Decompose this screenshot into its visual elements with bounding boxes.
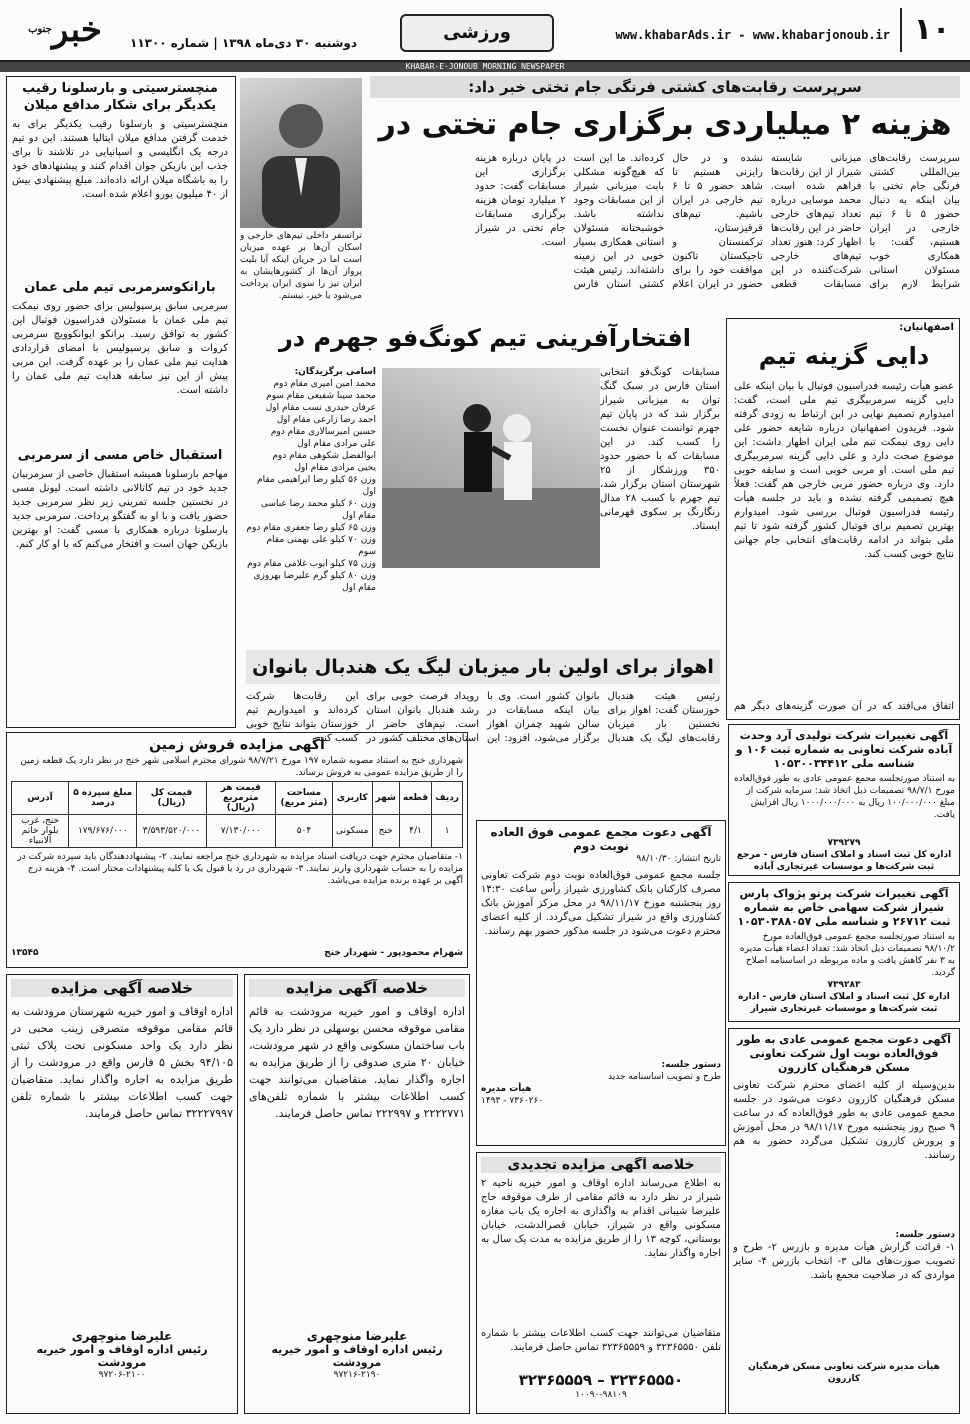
notice4-signature: هیأت مدیره bbox=[481, 1084, 532, 1094]
auction4-signature1: علیرضا منوچهری bbox=[71, 1329, 173, 1343]
auction1-title: آگهی مزایده فروش زمین bbox=[149, 737, 325, 753]
notice4-ad bbox=[476, 820, 726, 1146]
daei-kicker: اصفهانیان: bbox=[899, 322, 954, 333]
auction3-signature1: علیرضا منوچهری bbox=[306, 1329, 408, 1343]
lead-title: هزینه ۲ میلیاردی برگزاری جام تختی در bbox=[378, 107, 952, 142]
auction4-code: ۹۷۲۰۶-۲۱۰۰ bbox=[98, 1370, 146, 1380]
table-header-cell: مبلغ سپرده ۵ درصد bbox=[69, 782, 137, 815]
auction4-title: خلاصه آگهی مزایده bbox=[11, 979, 233, 997]
result-item: علی مرادی مقام اول bbox=[297, 439, 376, 449]
kungfu-results-list bbox=[246, 378, 376, 594]
website-url[interactable]: www.khabarAds.ir - www.khabarjonoub.ir bbox=[615, 28, 890, 42]
result-item: وزن ۶۵ کیلو رضا جعفری مقام دوم bbox=[246, 523, 376, 533]
daei-body: عضو هیأت رئیسه فدراسیون فوتبال با بیان اینکه علی دایی گزینه سرمربیگری تیم ملی است، گفت: امیدوارم تصمیم نهایی در این ارتباط به زودی گرفته شود. فریدون اصفهانیان درباره شایعه حضور علی دایی روی نیمکت تیم ملی ایران اظهار داشت: این موضوع صحت دارد و علی دایی گزینه سرمربیگری تیم ملی است. او مربی خوبی است و سابقه خوبی دارد. وی درباره حضور مربی خارجی هم گفت: فعلاً هیچ تصمیمی گرفته نشده و باید در جلسه هیأت رئیسه فدراسیون فوتبال بررسی شود. امیدوارم بهترین تصمیم برای فوتبال کشور گرفته شود تا تیم ملی بتواند در ادامه رقابت‌های انتخابی جام جهانی نتایج خوبی کسب کند. bbox=[734, 381, 954, 560]
notice1-ad bbox=[728, 724, 960, 876]
table-cell: ۷/۱۳۰/۰۰۰ bbox=[206, 815, 275, 848]
result-item: وزن ۸۰ کیلو گرم علیرضا بهروزی مقام اول bbox=[253, 571, 376, 593]
auction1-signature: شهرام محمودپور - شهردار خنج bbox=[324, 948, 463, 958]
notice2-code: ۷۳۹۲۸۳ bbox=[827, 980, 861, 990]
table-cell: مسکونی bbox=[333, 815, 372, 848]
daei-title: دایی گزینه تیم bbox=[758, 342, 930, 370]
table-header-cell: ردیف bbox=[432, 782, 463, 815]
notice3-title: آگهی دعوت مجمع عمومی عادی به طور فوق‌العاده نوبت اول شرکت تعاونی مسکن فرهنگیان کازرون bbox=[737, 1033, 951, 1074]
table-cell: خنج، غرب بلوار خاتم الانبیاء bbox=[12, 815, 69, 848]
result-item: محمد سینا شفیعی مقام سوم bbox=[266, 391, 376, 401]
masthead-stripe: KHABAR-E-JONOUB MORNING NEWSPAPER bbox=[0, 62, 970, 72]
result-item: وزن ۵۶ کیلو رضا ابراهیمی مقام اول bbox=[257, 475, 376, 497]
notice4-date: تاریخ انتشار: ۹۸/۱۰/۳۰ bbox=[636, 854, 721, 864]
kungfu-results-title: اسامی برگزیدگان: bbox=[294, 367, 376, 377]
auction1-table bbox=[11, 781, 463, 848]
notice3-ad bbox=[728, 1028, 960, 1414]
kungfu-image bbox=[382, 368, 600, 568]
auction2-body: به اطلاع می‌رساند اداره اوقاف و امور خیریه ناحیه ۲ شیراز در نظر دارد به قائم مقامی از طرف موقوفه حاج علیرضا شیبانی اقدام به واگذاری به اجاره یک باب مغازه مسکونی واقع در شیراز، خیابان قصرالدشت، خیابان بوستانی، کوچه ۱۳ را از طریق مزایده به مدت یک سال به اجاره واگذار نماید. bbox=[481, 1178, 721, 1259]
table-header-cell: قیمت هر مترمربع (ریال) bbox=[206, 782, 275, 815]
table-header-cell: کاربری bbox=[333, 782, 372, 815]
table-cell: ۴/۱ bbox=[399, 815, 431, 848]
lead-photo bbox=[240, 78, 362, 228]
table-cell: خنج bbox=[372, 815, 399, 848]
result-item: عرفان حیدری نسب مقام اول bbox=[265, 403, 376, 413]
result-item: وزن ۷۰ کیلو علی بهمنی مقام سوم bbox=[266, 535, 376, 557]
section-label: ورزشی bbox=[400, 14, 554, 52]
notice1-title: آگهی تغییرات شرکت تولیدی آرد وحدت آباده شرکت تعاونی به شماره ثبت ۱۰۶ و شناسه ملی ۱۰۵۳۰۰۳۴۴۱۲ bbox=[735, 729, 953, 770]
table-row bbox=[12, 815, 463, 848]
auction1-intro: شهرداری خنج به استناد مصوبه شماره ۱۹۷ مورخ ۹۸/۷/۲۱ شورای محترم اسلامی شهر خنج در نظر دارد یک قطعه زمین را از طریق مزایده عمومی به فروش برساند. bbox=[20, 756, 463, 778]
auction2-phone2[interactable]: ۳۲۳۶۵۵۵۹ bbox=[518, 1371, 593, 1389]
table-cell: ۳/۵۹۳/۵۲۰/۰۰۰ bbox=[137, 815, 206, 848]
auction2-ad: خلاصه آگهی مزایده تجدیدی به اطلاع می‌رساند اداره اوقاف و امور خیریه ناحیه ۲ شیراز در نظر دارد به قائم مقامی از طرف موقوفه حاج علیرضا شیبانی اقدام به واگذاری به اجاره یک باب مغازه مسکونی واقع در شیراز، خیابان قصرالدشت، خیابان بوستانی، کوچه ۱۳ را از طریق مزایده به مدت یک سال به اجاره واگذار نماید. متقاضیان می‌توانند جهت کسب اطلاعات بیشتر با شماره تلفن ۳۲۳۶۵۵۵۰ و ۳۲۳۶۵۵۵۹ تماس حاصل فرمایند. ۳۲۳۶۵۵۵۰ – ۳۲۳۶۵۵۵۹ ۱۰۰۹۰-۹۸۱۰۹ bbox=[476, 1152, 726, 1414]
notice4-agenda: طرح و تصویب اساسنامه جدید bbox=[608, 1072, 721, 1082]
kungfu-results bbox=[246, 366, 376, 593]
newspaper-logo bbox=[10, 6, 120, 54]
notice3-agenda-title: دستور جلسه: bbox=[895, 1230, 955, 1240]
kungfu-title: افتخارآفرینی تیم کونگ‌فو جهرم در bbox=[278, 324, 692, 352]
auction3-code: ۹۷۲۱۶-۲۱۹۰ bbox=[333, 1370, 381, 1380]
notice4-title: آگهی دعوت مجمع عمومی فوق العاده نوبت دوم bbox=[490, 825, 712, 853]
auction2-contact: متقاضیان می‌توانند جهت کسب اطلاعات بیشتر با شماره تلفن ۳۲۳۶۵۵۵۰ و ۳۲۳۶۵۵۵۹ تماس حاصل فرمایند. bbox=[481, 1328, 721, 1353]
table-cell: ۱ bbox=[432, 815, 463, 848]
auction2-phone1[interactable]: ۳۲۳۶۵۵۵۰ bbox=[609, 1371, 684, 1389]
result-item: احمد رضا زارعی مقام اول bbox=[276, 415, 376, 425]
result-item: وزن ۷۵ کیلو ایوب غلامی مقام دوم bbox=[247, 559, 376, 569]
table-header-cell: قطعه bbox=[399, 782, 431, 815]
handball-title: اهواز برای اولین بار میزبان لیگ یک هندبال بانوان bbox=[246, 650, 720, 684]
auction3-ad bbox=[244, 974, 470, 1414]
notice3-agenda: ۱- قرائت گزارش هیأت مدیره و بازرس ۲- طرح و تصویب صورت‌های مالی ۳- انتخاب بازرس ۴- سایر مواردی که در صلاحیت مجمع باشد. bbox=[733, 1242, 955, 1281]
notice4-code: ۷۳۶۰۲۶۰ - ۱۴۹۳ bbox=[481, 1096, 544, 1106]
sidebar-story2-body: سرمربی سابق پرسپولیس برای حضور روی نیمکت تیم ملی عمان با مسئولان فدراسیون فوتبال این کشور به توافق رسید. برانکو ایوانکوویچ سرمربی کروات و سابق پرسپولیس با امضای قراردادی هدایت تیم ملی عمان را بر عهده گرفت. این مربی پیش از این نیز سابقه هدایت تیم ملی عمان را داشته است. bbox=[12, 301, 228, 396]
sidebar-story3-body: مهاجم بارسلونا همیشه استقبال خاصی از سرمربیان جدید خود در تیم کاتالانی داشته است. لیونل مسی در نخستین جلسه تمرینی زیر نظر سرمربی جدید حضور یافت و با او به گفتگو پرداخت. سرمربی جدید بارسلونا درباره همکاری با مسی گفت: او بهترین بازیکن جهان است و افتخار می‌کنم که با او کار کنم. bbox=[12, 469, 228, 550]
auction1-ad bbox=[6, 732, 468, 968]
lead-body: سرپرست رقابت‌های بین‌المللی کشتی فرنگی جام تختی با بیان اینکه به دنبال حضور ۵ تا ۶ تیم خارجی در ایران هستیم، گفت: با همکاری خوب مسئولان استانی شرایط لازم برای میزبانی شایسته شیراز از این رقابت‌ها فراهم شده است. محمد موسایی درباره تعداد تیم‌های خارجی حاضر در این رقابت‌ها اظهار کرد: هنوز تعداد تیم‌های خارجی شرکت‌کننده در این مسابقات قطعی نشده و در حال رایزنی هستیم تا شاهد حضور ۵ تا ۶ تیم خارجی در ایران باشیم. تیم‌های قرقیزستان، ترکمنستان و تاجیکستان تاکنون موافقت خود را برای حضور در ایران اعلام کرده‌اند. ما این است که هیچ‌گونه مشکلی بابت میزبانی شیراز از این مسابقات وجود نداشته باشد. خوشبختانه مسئولان استانی همکاری بسیار خوبی در این زمینه داشته‌اند. رئیس هیئت کشتی استان فارس در پایان درباره هزینه برگزاری این مسابقات گفت: حدود ۲ میلیارد تومان هزینه برگزاری مسابقات جام تختی در شیراز است. bbox=[475, 153, 960, 290]
lead-kicker: سرپرست رقابت‌های کشتی فرنگی جام تختی خبر داد: bbox=[370, 76, 960, 98]
table-cell: ۵۰۴ bbox=[275, 815, 332, 848]
notice1-footer: اداره کل ثبت اسناد و املاک استان فارس - مرجع ثبت شرکت‌ها و موسسات غیرتجاری آباده bbox=[736, 850, 952, 872]
auction1-table-header bbox=[12, 782, 463, 815]
result-item: وزن ۶۰ کیلو محمد رضا عباسی مقام اول bbox=[260, 499, 376, 521]
notice4-body: جلسه مجمع عمومی فوق‌العاده نوبت دوم شرکت تعاونی مصرف کارکنان بانک کشاورزی شیراز رأس ساعت ۱۴:۳۰ روز پنجشنبه مورخ ۹۸/۱۱/۱۷ در محل مرکز آموزش بانک کشاورزی واقع در شیراز تشکیل می‌گردد. از کلیه اعضای محترم دعوت می‌شود در جلسه مذکور حضور بهم رسانند. bbox=[481, 870, 721, 937]
notice1-code: ۷۳۹۲۷۹ bbox=[827, 838, 861, 848]
handball-body: رئیس هیئت هندبال خوزستان گفت: اهواز برای نخستین بار میزبان رقابت‌های لیگ یک هندبال بانوان کشور است. وی با بیان اینکه مسابقات در سالن شهید چمران اهواز برگزار می‌شود، افزود: این رویداد فرصت خوبی برای رشد هندبال بانوان استان است. تیم‌های حاضر از استان‌های مختلف کشور در این رقابت‌ها شرکت کرده‌اند و امیدواریم تیم خوزستان بتواند نتایج خوبی کسب کند. bbox=[246, 691, 720, 744]
notice3-signature: هیأت مدیره شرکت تعاونی مسکن فرهنگیان کازرون bbox=[748, 1362, 940, 1384]
auction1-terms: ۱- متقاضیان محترم جهت دریافت اسناد مزایده به شهرداری خنج مراجعه نمایند. ۲- پیشنهاددهندگان باید سپرده شرکت در مزایده را به حساب شهرداری واریز نمایند. ۳- شهرداری در رد یا قبول یک یا کلیه پیشنهادات مختار است. ۴- هزینه درج آگهی بر عهده برنده مزایده می‌باشد. bbox=[17, 852, 463, 886]
result-item: محمد امین امیری مقام دوم bbox=[273, 379, 376, 389]
notice2-body: به استناد صورتجلسه مجمع عمومی فوق‌العاده مورخ ۹۸/۱۰/۲ تصمیمات ذیل اتخاذ شد: تعداد اعضاء هیأت مدیره به ۳ نفر کاهش یافت و ماده مربوطه در اساسنامه اصلاح گردید. bbox=[739, 932, 955, 978]
auction3-title: خلاصه آگهی مزایده bbox=[249, 979, 465, 997]
notice2-footer: اداره کل ثبت اسناد و املاک استان فارس - اداره ثبت شرکت‌ها و موسسات غیرتجاری شیراز bbox=[738, 992, 950, 1014]
logo-text: خبر bbox=[51, 10, 102, 50]
result-item: یحیی مرادی مقام اول bbox=[294, 463, 376, 473]
sidebar-story2-title: بارانکوسرمربی تیم ملی عمان bbox=[24, 280, 216, 295]
issue-line: دوشنبه ۳۰ دی‌ماه ۱۳۹۸ | شماره ۱۱۳۰۰ bbox=[130, 36, 358, 50]
auction1-code: ۱۳۵۴۵ bbox=[11, 948, 39, 958]
portrait-image bbox=[240, 78, 362, 228]
table-cell: ۱۷۹/۶۷۶/۰۰۰ bbox=[69, 815, 137, 848]
auction2-title: خلاصه آگهی مزایده تجدیدی bbox=[481, 1157, 721, 1173]
sidebar-story1-title: منچسترسیتی و بارسلونا رقیب یکدیگر برای شکار مدافع میلان bbox=[22, 81, 218, 113]
table-header-cell: آدرس bbox=[12, 782, 69, 815]
auction4-ad bbox=[6, 974, 238, 1414]
auction4-signature2: رئیس اداره اوقاف و امور خیریه مرودشت bbox=[36, 1343, 208, 1369]
notice2-ad bbox=[728, 882, 960, 1022]
table-header-cell: مساحت (متر مربع) bbox=[275, 782, 332, 815]
auction2-code: ۱۰۰۹۰-۹۸۱۰۹ bbox=[575, 1390, 627, 1400]
notice4-agenda-title: دستور جلسه: bbox=[661, 1060, 721, 1070]
sidebar-story3-title: استقبال خاص مسی از سرمربی bbox=[17, 448, 223, 463]
sidebar-story1-body: منچسترسیتی و بارسلونا رقیب یکدیگر برای به خدمت گرفتن مدافع میلان ایتالیا هستند. این دو تیم درجه یک انگلیسی و اسپانیایی در تلاشند تا برای جذب این بازیکن جوان اقدام کنند و پیشنهادهای خود را به باشگاه میلان ارائه داده‌اند. مبلغ پیشنهادی بیش از ۴۰ میلیون یورو اعلام شده است. bbox=[12, 119, 228, 200]
auction3-signature2: رئیس اداره اوقاف و امور خیریه مرودشت bbox=[271, 1343, 443, 1369]
logo-sub: جنوب bbox=[28, 24, 52, 35]
lead-photo-caption: ترانسفر داخلی تیم‌های خارجی و اسکان آن‌ها بر عهده میزبان است اما در جریان اینکه آیا بلیت پرواز آن‌ها از کشورهایشان به ایران نیز را سوی ایران پرداخت می‌شود یا خیر، نیستم. bbox=[240, 231, 362, 301]
daei-footer: اتفاق می‌افتد که در آن صورت گزینه‌های دیگر هم bbox=[734, 701, 954, 712]
auction4-body: اداره اوقاف و امور خیریه شهرستان مرودشت به قائم مقامی موقوفه متصرفی زینب محبی در نظر دارد یک واحد مسکونی تحت پلاک ثبتی ۹۴/۱۰۵ بخش ۵ فارس واقع در مرودشت را از طریق مزایده به اجاره واگذار نماید. متقاضیان جهت کسب اطلاعات بیشتر با شماره تلفن ۳۲۲۲۷۹۹۷ تماس حاصل فرمایند. bbox=[11, 1005, 233, 1120]
notice3-body: بدین‌وسیله از کلیه اعضای محترم شرکت تعاونی مسکن فرهنگیان کازرون دعوت می‌شود در جلسه مجمع عمومی عادی به طور فوق‌العاده که در ساعت ۹ صبح روز پنجشنبه مورخ ۹۸/۱۱/۱۷ در محل آموزش و پرورش کازرون تشکیل می‌گردد حضور به هم رسانند. bbox=[733, 1080, 955, 1161]
kungfu-photo bbox=[382, 368, 600, 568]
kungfu-body: مسابقات کونگ‌فو انتخابی استان فارس در سبک گنگ توان به میزبانی شیراز برگزار شد که در پایان تیم جهرم توانست عنوان نخست را کسب کند. در این مسابقات که با حضور حدود ۳۵۰ ورزشکار از ۲۵ شهرستان استان برگزار شد، تیم جهرم با کسب ۲۸ مدال رنگارنگ بر سکوی قهرمانی ایستاد. bbox=[600, 367, 720, 532]
table-header-cell: شهر bbox=[372, 782, 399, 815]
result-item: حسین امیرسالاری مقام دوم bbox=[270, 427, 376, 437]
table-header-cell: قیمت کل (ریال) bbox=[137, 782, 206, 815]
notice1-body: به استناد صورتجلسه مجمع عمومی عادی به طور فوق‌العاده مورخ ۹۸/۷/۱ تصمیمات ذیل اتخاذ شد: سرمایه شرکت از مبلغ ۱۰۰/۰۰۰/۰۰۰ ریال به ۱۰۰۰/۰۰۰/۰۰۰ ریال افزایش یافت. bbox=[733, 774, 955, 820]
page-number: ۱۰ bbox=[900, 8, 962, 52]
auction3-body: اداره اوقاف و امور خیریه مرودشت به قائم مقامی موقوفه محسن بوسهلی در نظر دارد یک باب ساختمان مسکونی واقع در شهر مرودشت، خیابان ۲۰ متری صدوقی را از طریق مزایده به اجاره واگذار نماید. متقاضیان می‌توانند جهت کسب اطلاعات بیشتر با شماره تلفن‌های ۲۲۲۲۷۷۱ و ۲۲۲۹۹۷ تماس حاصل فرمایند. bbox=[249, 1005, 465, 1120]
result-item: ابوالفضل شکوهی مقام دوم bbox=[272, 451, 376, 461]
notice2-title: آگهی تغییرات شرکت پرتو پژواک پارس شیراز شرکت سهامی خاص به شماره ثبت ۲۶۷۱۲ و شناسه ملی ۱۰۵۳۰۳۸۸۰۵۷ bbox=[737, 887, 951, 928]
